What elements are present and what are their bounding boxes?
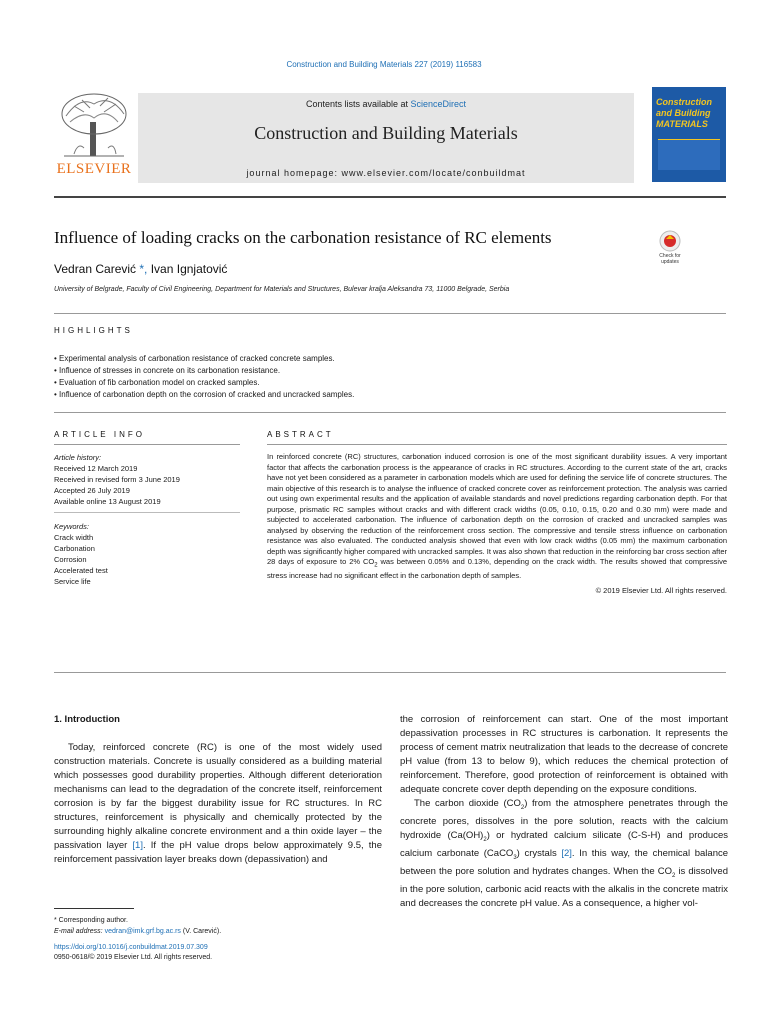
reference-link[interactable]: [1]	[132, 840, 143, 851]
cover-art	[658, 139, 720, 170]
footnote-rule	[54, 908, 134, 909]
keyword: Service life	[54, 577, 91, 586]
doi-link[interactable]: https://doi.org/10.1016/j.conbuildmat.2019.07.309	[54, 944, 208, 951]
masthead-rule	[54, 196, 726, 198]
abstract-copyright: © 2019 Elsevier Ltd. All rights reserved.	[595, 585, 727, 595]
keyword: Crack width	[54, 533, 94, 542]
elsevier-logo	[54, 92, 134, 180]
email-note	[54, 926, 382, 937]
body-subscript: 2	[483, 836, 487, 843]
body-left-column	[54, 713, 382, 867]
body-text: Today, reinforced concrete (RC) is one of the most widely used construction materials. Concrete is usually considered as a building material which possesses good durability properties. Although different deterioration mechanisms can lead to the degradation of the concrete itself, reinforcement corrosion is by far the biggest durability issue for RC structures. In RC structures, reinforcement is physically and chemically protected by the surrounding highly alkaline concrete environment and a thin oxide layer – the passivation layer	[54, 742, 382, 851]
highlight-item: • Evaluation of fib carbonation model on cracked samples.	[54, 377, 726, 389]
email-label: E-mail address:	[54, 928, 105, 935]
body-subscript: 2	[520, 804, 525, 811]
section-rule	[54, 412, 726, 413]
body-text: is dissolved in the pore solution, carbonic acid reacts with the alkalis in the concrete matrix and decreases the concrete pH value. As a consequence, a higher vol-	[400, 865, 728, 909]
body-text: ) crystals	[516, 847, 562, 859]
journal-citation[interactable]: Construction and Building Materials 227 (2019) 116583	[286, 60, 482, 69]
body-paragraph	[54, 741, 382, 867]
cover-title: Construction and Building MATERIALS	[656, 97, 712, 129]
author-list	[54, 262, 227, 276]
corresponding-author-mark[interactable]: *,	[136, 262, 148, 276]
keyword: Accelerated test	[54, 566, 108, 575]
author-ignjatovic[interactable]: Ivan Ignjatović	[147, 262, 228, 276]
keyword: Carbonation	[54, 544, 95, 553]
abstract-text	[267, 452, 727, 596]
author-carevic[interactable]: Vedran Carević	[54, 262, 137, 276]
journal-masthead	[54, 88, 726, 183]
check-updates-icon	[652, 230, 688, 254]
elsevier-wordmark: ELSEVIER	[56, 161, 132, 177]
author-affiliation: University of Belgrade, Faculty of Civil Engineering, Department for Materials and Structures, Bulevar kralja Aleksandra 73, 11000 Belgrade, Serbia	[54, 286, 510, 293]
body-subscript: 2	[671, 872, 676, 879]
article-history	[54, 452, 240, 513]
email-suffix: (V. Carević).	[180, 928, 222, 935]
corresponding-note: * Corresponding author.	[54, 917, 128, 924]
check-updates-label: Check for updates	[659, 253, 681, 265]
check-for-updates-badge[interactable]	[652, 230, 688, 266]
abstract-heading: ABSTRACT	[267, 430, 334, 439]
highlight-item: • Experimental analysis of carbonation resistance of cracked concrete samples.	[54, 353, 726, 365]
history-label: Article history:	[54, 453, 102, 462]
body-paragraph	[400, 797, 728, 911]
highlights-list	[54, 353, 726, 401]
body-text: ) or hydrated calcium silicate (C-S-H) and produces calcium carbonate (CaCO	[400, 829, 728, 859]
abstract-part: In reinforced concrete (RC) structures, carbonation induced corrosion is one of the most significant durability issues. A very important factor that affects the carbonation process is the appearance of cracks in RC structures. According to the current state of the art, cracks have not yet been considered as a parameter in carbonation models which are used for defining the service life of concrete structures. The main objective of this research is to analyse the influence of cracked concrete cover as reinforcement protection. The analysis was carried out using own experimental results and the application of available standards and novel predictions regarding carbonation depth. For that purpose, prismatic RC samples without cracks and with different crack widths (0.05, 0.10, 0.15, 0.20 and 0.30 mm) were made and subjected to accelerated carbonation. The influence of carbonation depth on the corrosion of cracked and uncracked samples was analysed by observing the reduction of the reinforcement cross section. The compressive and tensile stress influence on carbonation resistance was also evaluated. The conducted analysis showed that even with low crack widths (0.05 mm) the maximum carbonation depth was significantly higher compared with uncracked samples. It was also shown that reduction in the reinforcing bar cross section after 28 days of exposure to 2% CO	[267, 452, 727, 566]
keywords-label: Keywords:	[54, 522, 90, 531]
article-title: Influence of loading cracks on the carbonation resistance of RC elements	[54, 228, 552, 247]
body-paragraph: the corrosion of reinforcement can start. One of the most important depassivation processes in RC structures is carbonation. It represents the process of cement matrix neutralization that leads to the decrease of concrete pH value (from 13 to below 9), which reduces the chemical protection of reinforcement. Therefore, good protection of reinforcement is obtained with adequate concrete cover depth depending on the exposure conditions.	[400, 714, 728, 795]
issn-line: 0950-0618/© 2019 Elsevier Ltd. All rights reserved.	[54, 954, 213, 961]
abstract-bottom-rule	[54, 672, 726, 673]
body-text: . If the pH value drops below approximately 9.5, the reinforcement passivation layer breaks down (depassivation) and	[54, 840, 382, 865]
body-subscript: 3	[513, 854, 517, 861]
history-item: Available online 13 August 2019	[54, 497, 161, 506]
journal-cover[interactable]	[652, 87, 726, 182]
history-item: Received in revised form 3 June 2019	[54, 475, 180, 484]
section-heading: 1. Introduction	[54, 714, 120, 725]
journal-homepage[interactable]: journal homepage: www.elsevier.com/locate/conbuildmat	[246, 168, 526, 178]
body-text: . In this way, the chemical balance between the pore solution and hydrates changes. When the CO	[400, 847, 729, 877]
body-text: ) from the atmosphere penetrates through the concrete pores, dissolves in the pore solution, reacts with the calcium hydroxide (Ca(OH)	[400, 798, 728, 841]
footnotes	[54, 908, 382, 937]
body-right-column	[400, 713, 728, 911]
highlights-heading: HIGHLIGHTS	[54, 326, 133, 335]
abstract-part: was between 0.05% and 0.13%, depending on the crack width. The results showed that compressive stress increase had no significant effect in the carbonation depth of samples.	[267, 557, 728, 580]
article-info	[54, 452, 240, 587]
info-rule	[54, 444, 240, 445]
abstract-subscript: 2	[374, 562, 378, 569]
article-info-heading: ARTICLE INFO	[54, 430, 145, 439]
keyword: Corrosion	[54, 555, 87, 564]
highlight-item: • Influence of stresses in concrete on its carbonation resistance.	[54, 365, 726, 377]
article-footer	[54, 943, 212, 963]
journal-banner	[138, 93, 634, 183]
abstract-rule	[267, 444, 727, 445]
journal-name: Construction and Building Materials	[254, 123, 518, 143]
section-rule	[54, 313, 726, 314]
contents-prefix: Contents lists available at	[305, 99, 411, 109]
email-link[interactable]: vedran@imk.grf.bg.ac.rs	[104, 928, 181, 935]
contents-line	[138, 99, 634, 109]
keywords	[54, 521, 240, 587]
elsevier-tree-icon	[54, 92, 134, 162]
highlight-item: • Influence of carbonation depth on the corrosion of cracked and uncracked samples.	[54, 389, 726, 401]
history-item: Accepted 26 July 2019	[54, 486, 130, 495]
sciencedirect-link[interactable]: ScienceDirect	[410, 99, 467, 109]
reference-link[interactable]: [2]	[561, 847, 572, 859]
body-text: The carbon dioxide (CO	[414, 798, 521, 809]
history-item: Received 12 March 2019	[54, 464, 138, 473]
